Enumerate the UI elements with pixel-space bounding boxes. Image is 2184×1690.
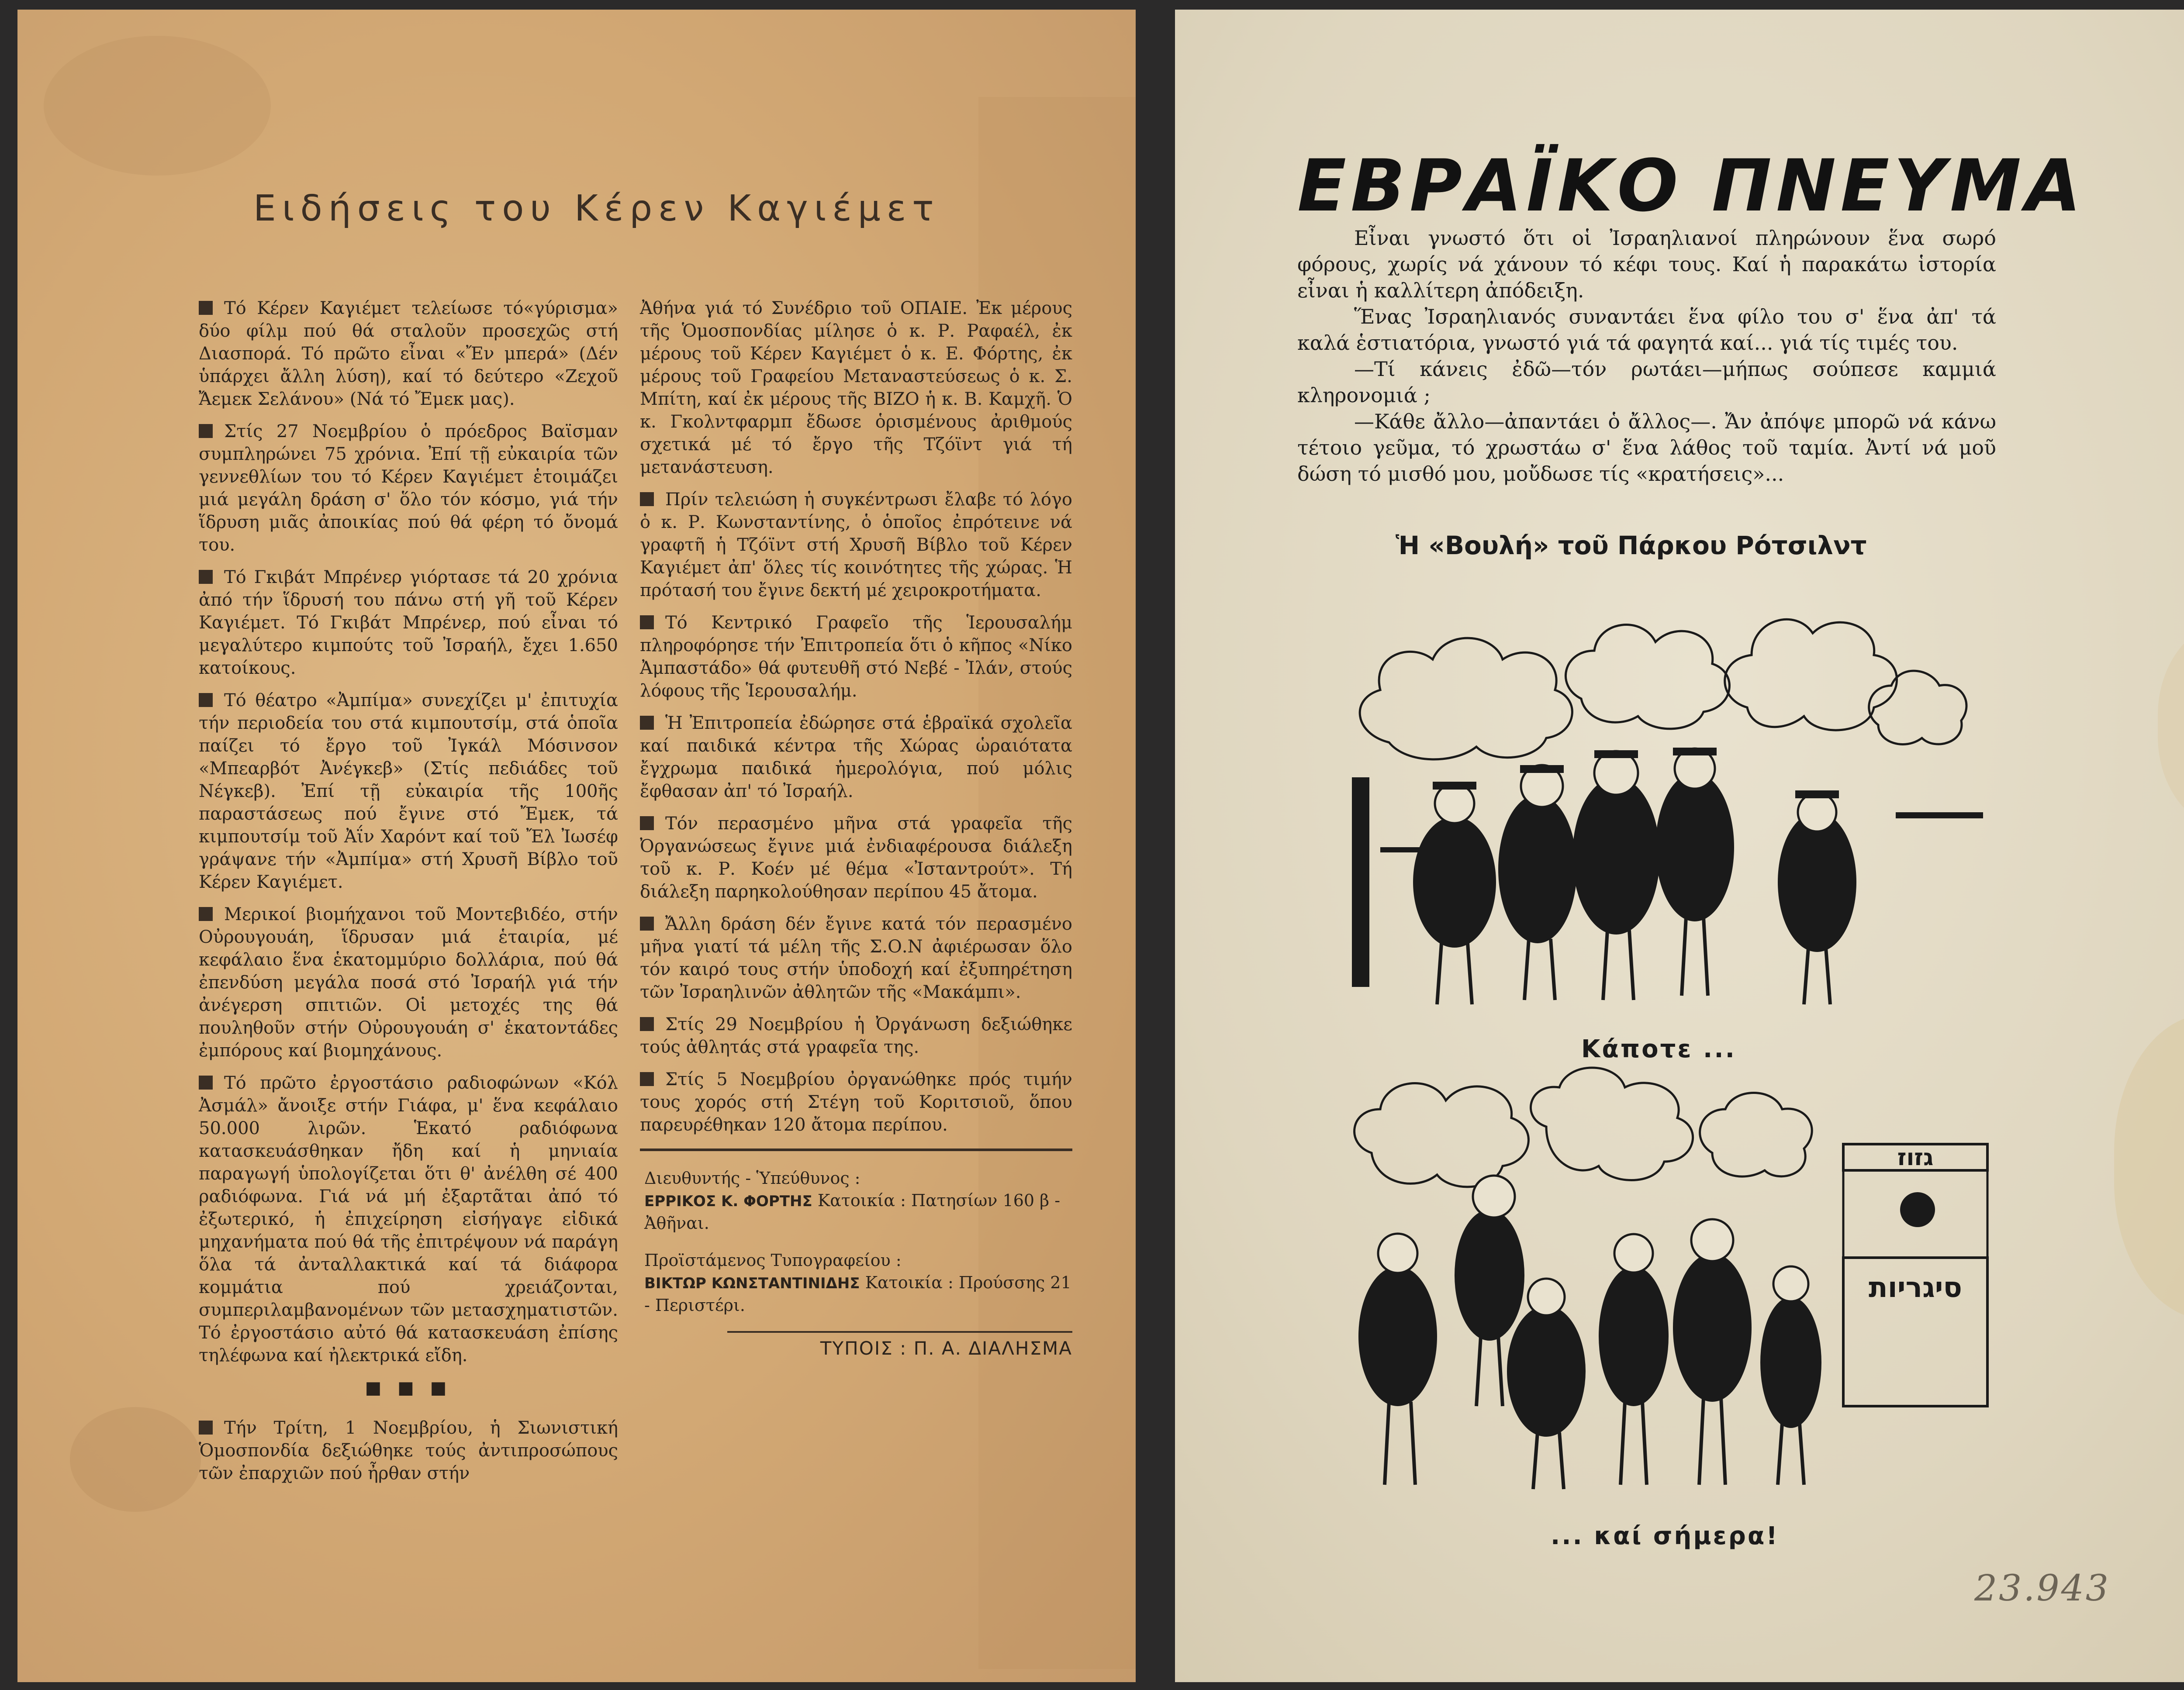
paper-stain [44, 36, 271, 176]
leg [1411, 1402, 1415, 1485]
man-4-body [1655, 773, 1734, 921]
man-5-head [1798, 793, 1836, 831]
credits-divider [640, 1149, 1072, 1151]
thought-cloud [1531, 1068, 1693, 1180]
leg [1524, 939, 1529, 1000]
person-4-head [1614, 1234, 1653, 1273]
leg [1629, 930, 1634, 1000]
article-headline: ΕΒΡΑΪΚΟ ΠΝΕΥΜΑ [1297, 144, 2086, 228]
person-1-head [1378, 1234, 1417, 1273]
article-paragraph: Ἕνας Ἰσραηλιανός συναντάει ἕνα φίλο του σ' ἕνα ἀπ' τά καλά ἑστιατόρια, γνωστό γιά τά φαγητά καί... γιά τίς τιμές του. [1297, 305, 1996, 355]
hat [1433, 782, 1476, 790]
thought-cloud [1355, 1083, 1529, 1187]
person-6-body [1760, 1297, 1821, 1428]
leg [1603, 930, 1607, 1000]
thought-cloud [1565, 625, 1729, 729]
leg [1498, 1336, 1503, 1406]
director-credit [644, 1190, 1072, 1234]
article-body [1297, 225, 1996, 487]
typography-address: Κατοικία : Προύσσης 21 - Περιστέρι. [644, 1273, 1071, 1315]
thought-cloud [1869, 671, 1966, 744]
news-item: Μερικοί βιομήχανοι τοῦ Μοντεβιδέο, στήν Οὐρουγουάη, ἵδρυσαν μιά ἑταιρία, μέ κεφάλαιο ἕνα ἑκατομμύριο δολλάρια, πού θά ἐπενδύση μεγάλα ποσά στό Ἰσραήλ γιά τήν ἀνέγερση σπιτιῶν. Οἱ μετοχές της θά πουληθοῦν στήν Οὐρουγουάη σ' ἑκατοντάδες ἐμπόρους καί βιομηχάνους. [199, 904, 618, 1061]
leg [1699, 1397, 1704, 1485]
news-item: Τό πρῶτο ἐργοστάσιο ραδιοφώνων «Κόλ Ἀσμάλ» ἄνοιξε στήν Γιάφα, μ' ἕνα κεφάλαιο 50.000 λιρῶν. Ἑκατό ραδιόφωνα κατασκευάσθηκαν ἤδη καί ἡ μηνιαία παραγωγή ὑπολογίζεται ὅτι θ' ἀνέλθη σέ 400 ραδιόφωνα. Γιά νά μή ἐξαρτᾶται ἀπό τό ἐξωτερικό, ἡ ἐπιχείρηση εἰσήγαγε εἰδικά μηχανήματα πού θά τῆς ἐπιτρέψουν νά παράγη ὅλα τά ἀνταλλακτικά καί τά διάφορα κομμάτια πού χρειάζονται, συμπεριλαμβανομένων τῶν μετασχηματιστῶν. Τό ἐργοστάσιο αὐτό θά κατασκευάση ἐπίσης τηλέφωνα καί ἠλεκτρικά εἴδη. [199, 1073, 618, 1366]
bullet-icon [640, 615, 654, 629]
leg [1621, 1402, 1625, 1485]
news-item: Τήν Τρίτη, 1 Νοεμβρίου, ἡ Σιωνιστική Ὁμοσπονδία δεξιώθηκε τούς ἀντιπροσώπους τῶν ἐπαρχιῶν πού ἦρθαν στήν [199, 1418, 618, 1483]
man-3-body [1572, 777, 1660, 935]
kiosk-sign: גזוז [1897, 1145, 1934, 1171]
bench-right [1896, 812, 1983, 818]
bullet-icon [640, 492, 654, 506]
hat [1795, 790, 1839, 798]
typography-name: ΒΙΚΤΩΡ ΚΩΝΣΤΑΝΤΙΝΙΔΗΣ [644, 1275, 860, 1292]
news-item: Ἄλλη δράση δέν ἔγινε κατά τόν περασμένο μῆνα γιατί τά μέλη τῆς Σ.Ο.Ν ἀφιέρωσαν ὅλο τόν καιρό τους στήν ὑποδοχή καί ἐξυπηρέτηση τῶν Ἰσραηλινῶν ἀθλητῶν τῆς «Μακάμπι». [640, 914, 1072, 1002]
director-label: Διευθυντής - Ὑπεύθυνος : [644, 1169, 860, 1188]
bullet-icon [199, 693, 213, 707]
director-name: ΕΡΡΙΚΟΣ Κ. ΦΟΡΤΗΣ [644, 1193, 812, 1210]
leg [1778, 1424, 1782, 1485]
cartoon-title: Ἡ «Βουλή» τοῦ Πάρκου Ρότσιλντ [1396, 531, 1867, 560]
news-item: Στίς 27 Νοεμβρίου ὁ πρόεδρος Βαϊσμαν συμπληρώνει 75 χρόνια. Ἐπί τῇ εὐκαιρία τῶν γεννεθλίων του τό Κέρεν Καγιέμετ ἑτοιμάζει μιά μεγάλη δράση σ' ὅλο τόν κόσμο, γιά τήν ἵδρυση μιᾶς ἀποικίας πού θά φέρη τό ὄνομά του. [199, 421, 618, 555]
bench-left [1380, 847, 1420, 852]
section-separator: ■ ■ ■ [365, 1378, 452, 1398]
news-column-1 [199, 297, 618, 1494]
person-6-head [1773, 1266, 1808, 1301]
news-item: Τό Γκιβάτ Μπρένερ γιόρτασε τά 20 χρόνια ἀπό τήν ἵδρυσή του πάνω στή γῆ τοῦ Κέρεν Καγιέμετ. Τό Γκιβάτ Μπρένερ, πού εἶναι τό μεγαλύτερο κιμπούτς τοῦ Ἰσραήλ, ἔχει 1.650 κατοίκους. [199, 567, 618, 678]
leg [1551, 939, 1555, 1000]
leg [1721, 1397, 1725, 1485]
person-3-body [1507, 1306, 1586, 1437]
news-item: Τό Κεντρικό Γραφεῖο τῆς Ἱερουσαλήμ πληροφόρησε τήν Ἐπιτροπεία ὅτι ὁ κῆπος «Νίκο Ἀμπαστάδο» θά φυτευθῆ στό Νεβέ - Ἰλάν, στούς λόφους τῆς Ἱερουσαλήμ. [640, 613, 1072, 701]
leg [1468, 943, 1472, 1004]
bullet-icon [640, 917, 654, 931]
person-5-head [1691, 1219, 1733, 1261]
bullet-icon [199, 570, 213, 584]
news-item: Στίς 29 Νοεμβρίου ἡ Ὀργάνωση δεξιώθηκε τούς ἀθλητάς στά γραφεῖα της. [640, 1014, 1072, 1057]
news-item: Στίς 5 Νοεμβρίου ὀργανώθηκε πρός τιμήν τους χορός στή Στέγη τοῦ Κοριτσιοῦ, ὅπου παρευρέθηκαν 120 ἄτομα περίπου. [640, 1069, 1072, 1135]
typography-label: Προϊστάμενος Τυπογραφείου : [644, 1251, 902, 1270]
tree-trunk [1352, 777, 1369, 987]
article-paragraph: —Κάθε ἄλλο—ἀπαντάει ὁ ἄλλος—. Ἄν ἀπόψε μπορῶ νά κάνω τέτοιο γεῦμα, τό χρωστάω σ' ἕνα λάθος τοῦ ταμία. Ἀντί νά μοῦ δώση τό μισθό μου, μοὔδωσε τίς «κρατήσεις»... [1297, 410, 1996, 486]
printer-credit: ΤΥΠΟΙΣ : Π. Α. ΔΙΑΛΗΣΜΑ [820, 1338, 1072, 1359]
bullet-icon [199, 907, 213, 921]
leg [1642, 1402, 1647, 1485]
leg [1800, 1424, 1804, 1485]
cartoon-now-illustration [1319, 1066, 2018, 1511]
man-5-body [1778, 812, 1856, 952]
person-5-body [1673, 1253, 1752, 1402]
person-2-head [1473, 1176, 1515, 1217]
man-1-body [1413, 817, 1496, 948]
man-2-body [1498, 795, 1577, 943]
news-item: Τό θέατρο «Ἀμπίμα» συνεχίζει μ' ἐπιτυχία τήν περιοδεία του στά κιμπουτσίμ, στά ὁποῖα παίζει τό ἔργο τοῦ Ἰγκάλ Μόσινσον «Μπεαρβότ Ἀνέγκεβ» (Στίς πεδιάδες τοῦ Νέγκεβ). Ἐπί τῇ εὐκαιρία τῆς 100ῆς παραστάσεως πού ἔγινε στό Ἔμεκ, τά κιμπουτσίμ τοῦ Ἀΐν Χαρόντ καί τοῦ Ἔλ Ἰωσέφ γράψανε τήν «Ἀμπίμα» στή Χρυσῆ Βίβλο τοῦ Κέρεν Καγιέμετ. [199, 690, 618, 892]
article-paragraph: —Τί κάνεις ἐδῶ—τόν ρωτάει—μήπως σούπεσε καμμιά κληρονομιά ; [1297, 357, 1996, 407]
person-4-body [1599, 1266, 1669, 1406]
leg [1385, 1402, 1389, 1485]
leg [1826, 948, 1830, 1004]
bullet-icon [199, 1421, 213, 1435]
director-address: Κατοικία : Πατησίων 160 β - Ἀθῆναι. [644, 1191, 1061, 1233]
bullet-icon [640, 1017, 654, 1031]
leg [1533, 1432, 1538, 1489]
bullet-icon [199, 1076, 213, 1090]
leg [1437, 943, 1441, 1004]
leg [1704, 917, 1708, 996]
paper-stain [2114, 1014, 2184, 1320]
bullet-icon [640, 716, 654, 730]
caption-now: ... καί σήμερα! [1551, 1522, 1779, 1550]
hat [1594, 750, 1638, 758]
leg [1682, 917, 1686, 996]
person-2-body [1455, 1210, 1524, 1341]
paper-stain [70, 1407, 201, 1512]
archive-number: 23.943 [1974, 1568, 2110, 1609]
bullet-icon [199, 301, 213, 315]
article-paragraph: Εἶναι γνωστό ὅτι οἱ Ἰσραηλιανοί πληρώνουν ἕνα σωρό φόρους, χωρίς νά χάνουν τό κέφι τους. Καί ἡ παρακάτω ἱστορία εἶναι ἡ καλλίτερη ἀπόδειξη. [1297, 226, 1996, 302]
news-item: Ἡ Ἐπιτροπεία ἐδώρησε στά ἑβραϊκά σχολεῖα καί παιδικά κέντρα τῆς Χώρας ὡραιότατα ἔγχρωμα παιδικά ἡμερολόγια, πού μόλις ἔφθασαν ἀπ' τό Ἰσραήλ. [640, 713, 1072, 801]
news-item-continuation: Ἀθήνα γιά τό Συνέδριο τοῦ ΟΠΑΙΕ. Ἐκ μέρους τῆς Ὁμοσπονδίας μίλησε ὁ κ. Ρ. Ραφαέλ, ἐκ μέρους τοῦ Κέρεν Καγιέμετ ὁ κ. Ε. Φόρτης, ἐκ μέρους τοῦ Γραφείου Μεταναστεύσεως ὁ κ. Σ. Μπίτη, καί ἐκ μέρους τῆς ΒΙΖΟ ἡ κ. Β. Καμχῆ. Ὁ κ. Γκολντφαρμπ ἔδωσε ὁρισμένους ἀριθμούς σχετικά μέ τό ἔργο τῆς Τζόϊντ γιά τή μετανάστευση. [640, 298, 1072, 477]
paper-stain [2158, 621, 2184, 831]
left-page-title: Ειδήσεις του Κέρεν Καγιέμετ [253, 188, 940, 229]
caption-then: Κάποτε ... [1581, 1035, 1736, 1063]
person-3-head [1528, 1279, 1565, 1315]
hat [1673, 748, 1717, 755]
bullet-icon [640, 816, 654, 830]
leg [1559, 1432, 1564, 1489]
leg [1476, 1336, 1481, 1406]
cigarette-sign: סיגריות [1869, 1272, 1962, 1304]
person-1-body [1358, 1266, 1437, 1406]
news-item: Πρίν τελειώση ἡ συγκέντρωσι ἔλαβε τό λόγο ὁ κ. Ρ. Κωνσταντίνης, ὁ ὁποῖος ἐπρότεινε νά γραφτῆ ἡ Τζόϊντ στή Χρυσῆ Βίβλο τοῦ Κέρεν Καγιέμετ ἀπ' ὅλες τίς κοινότητες τῆς χώρας. Ἡ πρότασή του ἔγινε δεκτή μέ χειροκροτήματα. [640, 490, 1072, 600]
bullet-icon [199, 424, 213, 438]
kiosk [1843, 1144, 1987, 1406]
hat [1520, 765, 1564, 773]
thought-cloud [1360, 638, 1572, 759]
news-column-2 [640, 297, 1072, 1360]
man-1-head [1435, 784, 1474, 823]
thought-cloud [1700, 1093, 1812, 1177]
news-item: Τόν περασμένο μῆνα στά γραφεῖα τῆς Ὀργανώσεως ἔγινε μιά ἐνδιαφέρουσα διάλεξη τοῦ κ. Ρ. Κοέν μέ θέμα «Ἰσταντρούτ». Τή διάλεξη παρηκολούθησαν περίπου 45 ἄτομα. [640, 814, 1072, 902]
cartoon-then-illustration [1310, 568, 2009, 1026]
printer-divider [727, 1331, 1072, 1333]
bullet-icon [640, 1072, 654, 1086]
typography-credit [644, 1272, 1072, 1316]
leg [1804, 948, 1808, 1004]
news-item: Τό Κέρεν Καγιέμετ τελείωσε τό«γύρισμα» δύο φίλμ πού θά σταλοῦν προσεχῶς στή Διασπορά. Τό πρῶτο εἶναι «Ἔν μπερά» (Δέν ὑπάρχει ἄλλη λύση), καί τό δεύτερο «Ζεχοῦ Ἄεμεκ Σελάνου» (Νά τό Ἔμεκ μας). [199, 298, 618, 409]
